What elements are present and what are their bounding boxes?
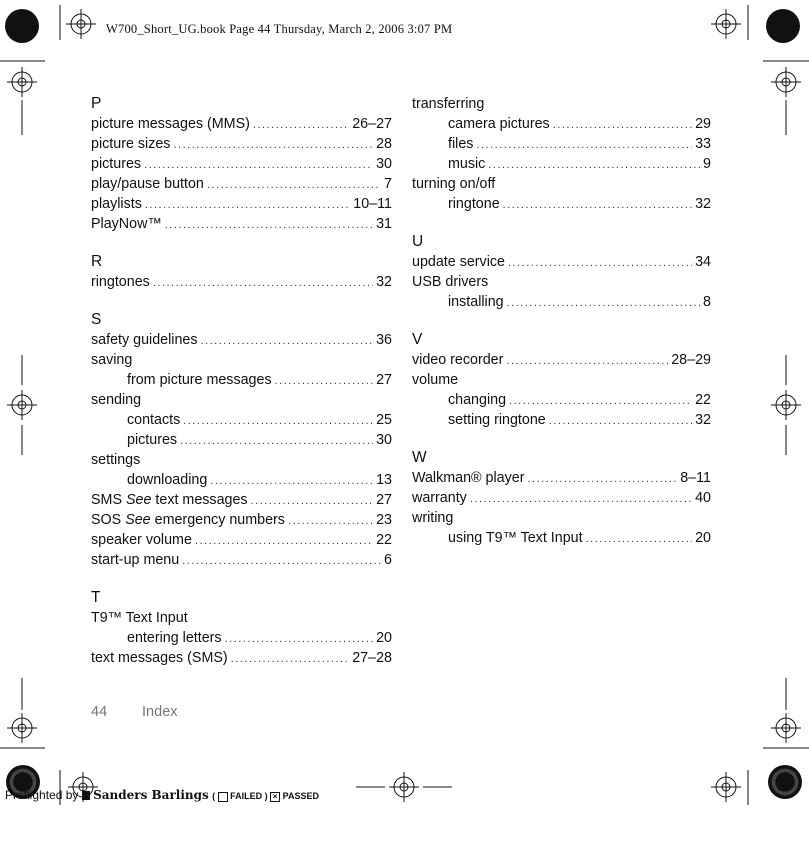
entry-term — [412, 272, 488, 292]
entry-term — [448, 390, 506, 410]
entry-term-text: pictures — [91, 156, 142, 172]
index-entry — [412, 252, 711, 272]
preflight-label: Preflighted by — [5, 788, 79, 802]
dot-leader — [144, 155, 373, 175]
entry-term — [91, 450, 140, 470]
dot-leader — [145, 195, 350, 215]
checked-box-icon: × — [270, 792, 280, 802]
page-reference: 30 — [376, 156, 392, 172]
page-reference: 32 — [695, 412, 711, 428]
entry-term-text: files — [448, 136, 474, 152]
index-subentry — [91, 430, 392, 450]
index-entry — [91, 648, 392, 668]
entry-term — [91, 154, 141, 174]
preflight-brand: Sanders Barlings — [93, 788, 209, 802]
entry-term — [91, 350, 132, 370]
entry-term-text: text messages (SMS) — [91, 650, 228, 666]
crosshair-icon — [7, 713, 37, 743]
entry-term-text: installing — [448, 294, 504, 310]
index-entry-heading — [91, 608, 392, 628]
index-subentry — [91, 410, 392, 430]
entry-term — [448, 528, 583, 548]
index-entry — [91, 272, 392, 292]
index-entry-heading — [412, 370, 711, 390]
entry-term-text: entering letters — [127, 630, 222, 646]
index-entry — [91, 134, 392, 154]
entry-term-text: SMS — [91, 492, 122, 508]
entry-term-text: picture sizes — [91, 136, 171, 152]
dot-leader — [251, 491, 374, 511]
page-reference: 22 — [695, 392, 711, 408]
index-entry — [91, 490, 392, 510]
dot-leader — [553, 115, 692, 135]
entry-term — [448, 292, 504, 312]
page-reference: 32 — [376, 274, 392, 290]
entry-term — [91, 648, 228, 668]
index-entry — [91, 194, 392, 214]
entry-term — [448, 410, 546, 430]
index-entry-heading — [412, 508, 711, 528]
dot-leader — [549, 411, 692, 431]
entry-term — [91, 530, 192, 550]
index-entry — [412, 468, 711, 488]
entry-term-text: music — [448, 156, 486, 172]
index-letter-heading: T — [91, 589, 101, 606]
dot-leader — [153, 273, 373, 293]
page-reference: 20 — [376, 630, 392, 646]
entry-term — [412, 174, 495, 194]
page-reference: 28 — [376, 136, 392, 152]
dot-leader — [165, 215, 373, 235]
entry-term-text: Walkman® player — [412, 470, 525, 486]
page-reference: 29 — [695, 116, 711, 132]
index-letter-heading: S — [91, 311, 102, 328]
entry-term-text: ringtones — [91, 274, 150, 290]
preflight-passed: PASSED — [282, 791, 319, 801]
registration-dot-top-right — [766, 9, 800, 43]
page-reference: 25 — [376, 412, 392, 428]
entry-term-text: volume — [412, 372, 459, 388]
see-reference: See — [125, 492, 152, 508]
dot-leader — [508, 253, 692, 273]
entry-term — [448, 134, 473, 154]
page-reference: 13 — [376, 472, 392, 488]
index-entry-heading — [412, 174, 711, 194]
dot-leader — [207, 175, 381, 195]
index-letter-heading: R — [91, 253, 103, 270]
crosshair-icon — [771, 713, 801, 743]
index-entry — [412, 488, 711, 508]
dot-leader — [275, 371, 373, 391]
entry-term — [448, 154, 485, 174]
crosshair-icon — [711, 772, 741, 802]
index-entry — [91, 114, 392, 134]
crosshair-icon — [66, 9, 96, 39]
page-reference: 22 — [376, 532, 392, 548]
dot-leader — [195, 531, 373, 551]
page-reference: 36 — [376, 332, 392, 348]
entry-term-text: from picture messages — [127, 372, 272, 388]
page-reference: 7 — [384, 176, 392, 192]
entry-term — [412, 488, 467, 508]
entry-term — [91, 550, 179, 570]
entry-term — [127, 370, 272, 390]
page-reference: 27 — [376, 492, 392, 508]
see-reference: See — [125, 512, 151, 528]
preflight-failed: FAILED — [230, 791, 263, 801]
file-slug: W700_Short_UG.book Page 44 Thursday, March 2, 2006 3:07 PM — [106, 22, 453, 36]
dot-leader — [253, 115, 349, 135]
entry-term-text: safety guidelines — [91, 332, 198, 348]
entry-term-text: picture messages (MMS) — [91, 116, 250, 132]
entry-term-text: setting ringtone — [448, 412, 546, 428]
index-entry-heading — [412, 272, 711, 292]
dot-leader — [586, 529, 693, 549]
index-entry — [91, 330, 392, 350]
registration-dot-bottom-right — [768, 765, 802, 799]
entry-term — [91, 194, 142, 214]
entry-term-text: writing — [412, 510, 454, 526]
page-reference: 9 — [703, 156, 711, 172]
index-entry-heading — [91, 350, 392, 370]
entry-term-text: sending — [91, 392, 142, 408]
entry-term — [91, 490, 248, 510]
entry-term-text: contacts — [127, 412, 181, 428]
index-subentry — [412, 390, 711, 410]
entry-term — [91, 330, 198, 350]
entry-term-text: start-up menu — [91, 552, 180, 568]
entry-term-text: SOS — [91, 512, 122, 528]
index-entry — [91, 550, 392, 570]
page-reference: 8–11 — [680, 470, 711, 486]
page-reference: 28–29 — [671, 352, 711, 368]
entry-term — [448, 194, 500, 214]
dot-leader — [225, 629, 374, 649]
entry-term-text: USB drivers — [412, 274, 489, 290]
entry-term-text: playlists — [91, 196, 142, 212]
index-letter-heading: W — [412, 449, 427, 466]
index-entry — [412, 350, 711, 370]
entry-term-text: play/pause button — [91, 176, 204, 192]
index-entry — [91, 530, 392, 550]
index-letter-heading: P — [91, 95, 102, 112]
entry-term — [91, 272, 150, 292]
index-letter-heading: V — [412, 331, 423, 348]
page-reference: 23 — [376, 512, 392, 528]
page-reference: 31 — [376, 216, 392, 232]
crosshair-icon — [711, 9, 741, 39]
crosshair-icon — [771, 390, 801, 420]
entry-term — [448, 114, 550, 134]
dot-leader — [173, 135, 373, 155]
page-reference: 10–11 — [353, 196, 392, 212]
entry-term-text: speaker volume — [91, 532, 192, 548]
index-entry — [91, 154, 392, 174]
dot-leader — [182, 551, 381, 571]
index-subentry — [412, 410, 711, 430]
entry-term-text: ringtone — [448, 196, 500, 212]
page-reference: 6 — [384, 552, 392, 568]
index-entry — [91, 174, 392, 194]
page-reference: 8 — [703, 294, 711, 310]
entry-term-text: camera pictures — [448, 116, 550, 132]
index-subentry — [91, 470, 392, 490]
entry-term-text: changing — [448, 392, 507, 408]
entry-term — [127, 410, 180, 430]
dot-leader — [183, 411, 373, 431]
entry-term — [91, 134, 170, 154]
section-name: Index — [142, 704, 178, 720]
page-reference: 34 — [695, 254, 711, 270]
dot-leader — [476, 135, 692, 155]
entry-term-text: downloading — [127, 472, 208, 488]
entry-term — [412, 94, 484, 114]
dot-leader — [506, 351, 668, 371]
page-reference: 33 — [695, 136, 711, 152]
see-target: emergency numbers — [154, 512, 285, 528]
entry-term — [412, 468, 525, 488]
entry-term — [412, 370, 458, 390]
entry-term — [91, 608, 188, 628]
index-subentry — [412, 114, 711, 134]
entry-term-text: video recorder — [412, 352, 504, 368]
dot-leader — [288, 511, 373, 531]
preflight-stamp: Preflighted by Sanders Barlings ( FAILED ) × PASSED — [5, 788, 319, 802]
entry-term-text: saving — [91, 352, 133, 368]
entry-term — [412, 508, 453, 528]
dot-leader — [210, 471, 373, 491]
registration-dot-top-left — [5, 9, 39, 43]
dot-leader — [180, 431, 373, 451]
entry-term-text: T9™ Text Input — [91, 610, 188, 626]
entry-term — [127, 628, 222, 648]
entry-term — [91, 390, 141, 410]
index-entry-heading — [412, 94, 711, 114]
entry-term — [91, 510, 285, 530]
page-reference: 30 — [376, 432, 392, 448]
entry-term-text: settings — [91, 452, 141, 468]
entry-term-text: turning on/off — [412, 176, 496, 192]
dot-leader — [201, 331, 374, 351]
entry-term — [91, 214, 162, 234]
page-reference: 20 — [695, 530, 711, 546]
checkbox-icon — [218, 792, 228, 802]
dot-leader — [507, 293, 700, 313]
index-subentry — [91, 628, 392, 648]
entry-term-text: pictures — [127, 432, 178, 448]
dot-leader — [503, 195, 692, 215]
index-letter-heading: U — [412, 233, 424, 250]
index-subentry — [412, 292, 711, 312]
dot-leader — [488, 155, 700, 175]
entry-term-text: warranty — [412, 490, 467, 506]
entry-term-text: using T9™ Text Input — [448, 530, 583, 546]
index-column-left — [91, 94, 392, 668]
entry-term — [127, 430, 177, 450]
entry-term-text: update service — [412, 254, 505, 270]
page-reference: 27 — [376, 372, 392, 388]
see-target: text messages — [155, 492, 248, 508]
index-column-right — [412, 94, 711, 548]
index-entry-heading — [91, 450, 392, 470]
crosshair-icon — [7, 67, 37, 97]
preflight-logo-icon — [82, 791, 90, 800]
index-subentry — [412, 134, 711, 154]
dot-leader — [231, 649, 350, 669]
entry-term — [412, 350, 503, 370]
crosshair-icon — [771, 67, 801, 97]
index-subentry — [412, 194, 711, 214]
index-entry — [91, 214, 392, 234]
page-footer — [91, 704, 178, 720]
index-subentry — [412, 154, 711, 174]
page-reference: 26–27 — [352, 116, 392, 132]
index-subentry — [91, 370, 392, 390]
entry-term-text: PlayNow™ — [91, 216, 162, 232]
dot-leader — [509, 391, 692, 411]
dot-leader — [528, 469, 678, 489]
page-number: 44 — [91, 704, 108, 720]
entry-term — [91, 114, 250, 134]
entry-term — [412, 252, 505, 272]
index-entry-heading — [91, 390, 392, 410]
entry-term — [91, 174, 204, 194]
page-reference: 32 — [695, 196, 711, 212]
entry-term — [127, 470, 207, 490]
dot-leader — [470, 489, 692, 509]
entry-term-text: transferring — [412, 96, 485, 112]
index-subentry — [412, 528, 711, 548]
page-reference: 27–28 — [352, 650, 392, 666]
crosshair-icon — [389, 772, 419, 802]
crosshair-icon — [7, 390, 37, 420]
index-entry — [91, 510, 392, 530]
page-reference: 40 — [695, 490, 711, 506]
